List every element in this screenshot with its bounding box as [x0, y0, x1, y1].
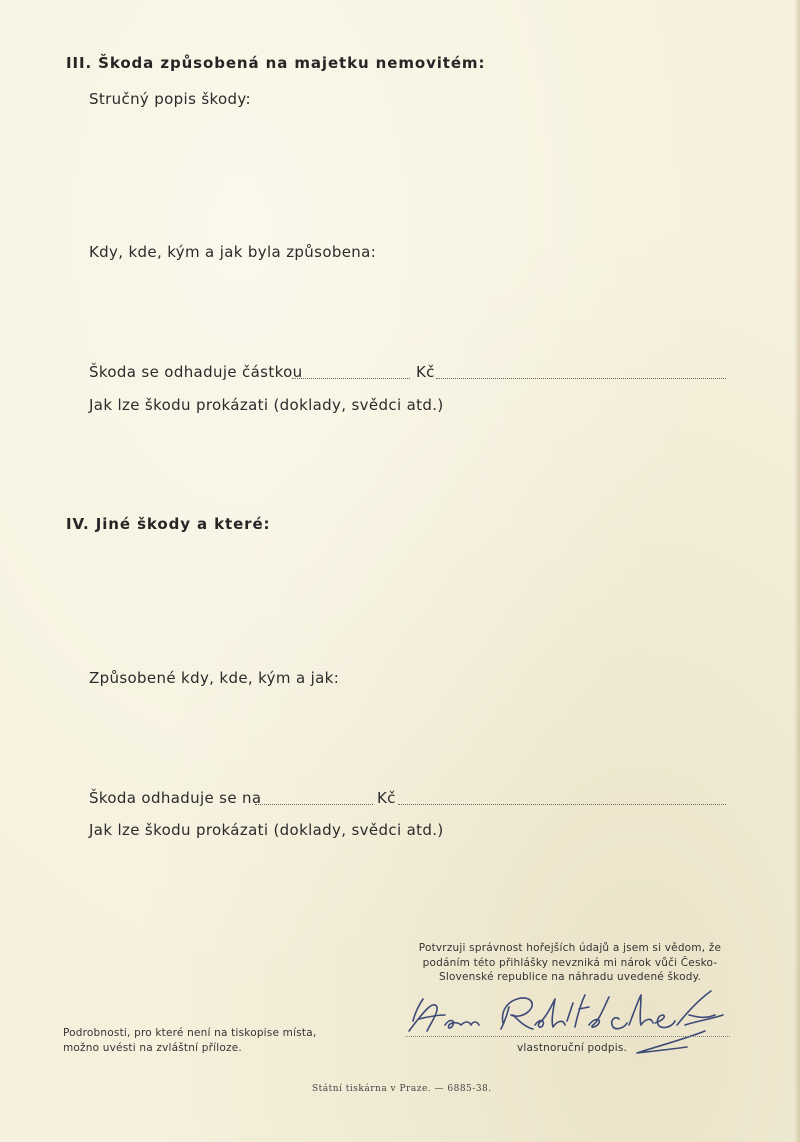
damage-proof-label: Jak lze škodu prokázati (doklady, svědci atd.): [89, 396, 444, 414]
damage-when-label: Kdy, kde, kým a jak byla způsobena:: [89, 243, 377, 261]
declaration-text: [400, 941, 740, 985]
estimate-currency-field[interactable]: [436, 378, 726, 379]
declaration-line: Potvrzuji správnost hořejších údajů a jsem si vědom, že: [418, 942, 722, 954]
declaration-line: Slovenské republice na náhradu uvedené škody.: [438, 971, 702, 983]
currency-label: Kč: [416, 363, 435, 381]
other-damage-estimate-label: Škoda odhaduje se na: [89, 789, 262, 807]
other-estimate-amount-field[interactable]: [255, 804, 373, 805]
note-line: Podrobnosti, pro které není na tiskopise místa,: [63, 1027, 317, 1039]
attachment-note: [63, 1026, 316, 1055]
declaration-line: podáním této přihlášky nevzniká mi nárok vůči Česko-: [422, 956, 718, 969]
damage-estimate-label: Škoda se odhaduje částkou: [89, 363, 303, 381]
estimate-amount-field[interactable]: [292, 378, 410, 379]
other-estimate-currency-field[interactable]: [398, 804, 726, 805]
signature-line: [405, 1036, 730, 1037]
section-iv-heading: IV. Jiné škody a které:: [66, 515, 271, 533]
printer-imprint: Státní tiskárna v Praze. — 6885-38.: [312, 1084, 492, 1094]
signature-caption: vlastnoruční podpis.: [517, 1042, 628, 1054]
other-damage-when-label: Způsobené kdy, kde, kým a jak:: [89, 669, 340, 687]
damage-description-label: Stručný popis škody:: [89, 90, 251, 108]
section-iii-heading: III. Škoda způsobená na majetku nemovitém:: [66, 54, 486, 72]
note-line: možno uvésti na zvláštní příloze.: [63, 1041, 242, 1054]
other-currency-label: Kč: [377, 789, 396, 807]
other-damage-proof-label: Jak lze škodu prokázati (doklady, svědci atd.): [89, 821, 444, 839]
